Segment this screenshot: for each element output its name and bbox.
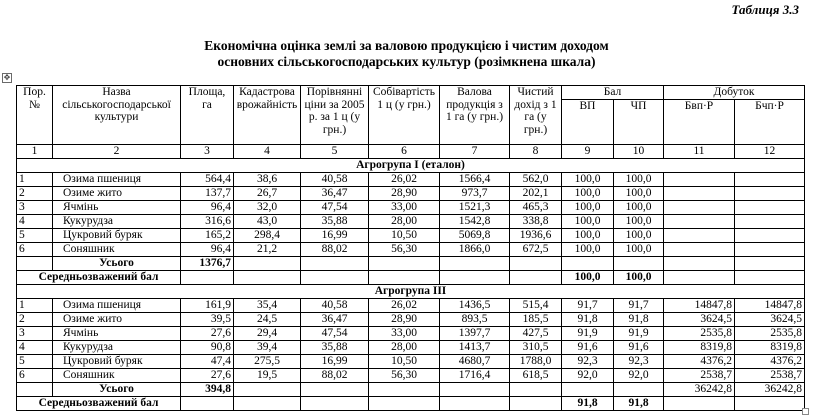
empty-cell <box>664 396 735 410</box>
empty-cell <box>234 256 301 270</box>
empty-cell <box>440 396 510 410</box>
cell-bchp <box>735 186 805 200</box>
table-row <box>17 172 805 186</box>
empty-cell <box>440 270 510 284</box>
cell-net: 1936,6 <box>510 228 562 242</box>
header-score-chp: ЧП <box>614 99 664 144</box>
empty-cell <box>234 270 301 284</box>
column-number: 6 <box>369 144 440 158</box>
empty-cell <box>181 396 234 410</box>
cell-cad: 39,4 <box>234 340 301 354</box>
cell-n: 3 <box>17 200 53 214</box>
cell-vp: 91,7 <box>562 298 614 312</box>
agrogroup-1-rows <box>17 172 805 256</box>
cell-bvp: 4376,2 <box>664 354 735 368</box>
header-prices: Порівнянні ціни за 2005 р. за 1 ц (у грн.) <box>301 86 369 145</box>
cell-gross: 1866,0 <box>440 242 510 256</box>
table-resize-handle[interactable] <box>802 408 809 415</box>
cell-net: 310,5 <box>510 340 562 354</box>
cell-gross: 1521,3 <box>440 200 510 214</box>
cell-net: 515,4 <box>510 298 562 312</box>
column-number: 11 <box>664 144 735 158</box>
header-score: Бал <box>562 86 664 100</box>
cell-bchp <box>735 172 805 186</box>
header-product-bchp: Бчп·Р <box>735 99 805 144</box>
average-vp: 91,8 <box>562 396 614 410</box>
group-heading-agrogroup-3: Агрогрупа ІІІ <box>17 284 805 298</box>
cell-name: Ячмінь <box>53 326 181 340</box>
table-row <box>17 200 805 214</box>
column-number: 1 <box>17 144 53 158</box>
average-chp: 91,8 <box>614 396 664 410</box>
cell-n: 6 <box>17 368 53 382</box>
cell-bchp <box>735 200 805 214</box>
empty-cell <box>369 396 440 410</box>
cell-bchp <box>735 242 805 256</box>
group-heading-agrogroup-1: Агрогрупа І (еталон) <box>17 158 805 172</box>
cell-price: 16,99 <box>301 354 369 368</box>
header-cadastral-yield: Кадастрова врожайність <box>234 86 301 145</box>
cell-n: 1 <box>17 172 53 186</box>
cell-name: Озима пшениця <box>53 172 181 186</box>
cell-name: Цукровий буряк <box>53 354 181 368</box>
header-cost: Собівартість 1 ц (у грн.) <box>369 86 440 145</box>
empty-cell <box>440 256 510 270</box>
cell-cad: 19,5 <box>234 368 301 382</box>
cell-n: 1 <box>17 298 53 312</box>
cell-cost: 28,90 <box>369 312 440 326</box>
cell-name: Ячмінь <box>53 200 181 214</box>
empty-cell <box>735 270 805 284</box>
cell-price: 40,58 <box>301 172 369 186</box>
cell-bvp: 3624,5 <box>664 312 735 326</box>
cell-bvp <box>664 228 735 242</box>
empty-cell <box>234 382 301 396</box>
table-title-line-1: Економічна оцінка землі за валовою продукцією і чистим доходом <box>204 38 609 53</box>
total-area: 394,8 <box>181 382 234 396</box>
table-row <box>17 186 805 200</box>
header-product: Добуток <box>664 86 805 100</box>
cell-vp: 100,0 <box>562 242 614 256</box>
empty-cell <box>181 270 234 284</box>
cell-area: 96,4 <box>181 242 234 256</box>
empty-cell <box>301 270 369 284</box>
cell-cost: 33,00 <box>369 326 440 340</box>
cell-bvp <box>664 186 735 200</box>
column-number: 10 <box>614 144 664 158</box>
cell-vp: 100,0 <box>562 228 614 242</box>
cell-bvp: 14847,8 <box>664 298 735 312</box>
empty-cell <box>369 382 440 396</box>
cell-price: 88,02 <box>301 242 369 256</box>
cell-cad: 275,5 <box>234 354 301 368</box>
total-bchp: 36242,8 <box>735 382 805 396</box>
cell-cost: 28,00 <box>369 340 440 354</box>
cell-vp: 100,0 <box>562 200 614 214</box>
cell-net: 202,1 <box>510 186 562 200</box>
cell-vp: 92,3 <box>562 354 614 368</box>
column-number-row <box>17 144 805 158</box>
cell-gross: 1716,4 <box>440 368 510 382</box>
empty-cell <box>562 382 614 396</box>
empty-cell <box>735 396 805 410</box>
empty-cell <box>735 256 805 270</box>
cell-name: Кукурудза <box>53 214 181 228</box>
cell-area: 564,4 <box>181 172 234 186</box>
table-row <box>17 214 805 228</box>
column-number: 7 <box>440 144 510 158</box>
cell-area: 165,2 <box>181 228 234 242</box>
cell-vp: 91,9 <box>562 326 614 340</box>
empty-cell <box>301 396 369 410</box>
header-area: Площа, га <box>181 86 234 145</box>
cell-gross: 4680,7 <box>440 354 510 368</box>
group-heading-row <box>17 158 805 172</box>
cell-price: 47,54 <box>301 200 369 214</box>
cell-bchp: 3624,5 <box>735 312 805 326</box>
cell-chp: 91,6 <box>614 340 664 354</box>
cell-chp: 100,0 <box>614 172 664 186</box>
cell-name: Озиме жито <box>53 186 181 200</box>
cell-vp: 100,0 <box>562 186 614 200</box>
column-number: 4 <box>234 144 301 158</box>
cell-net: 465,3 <box>510 200 562 214</box>
cell-cad: 32,0 <box>234 200 301 214</box>
cell-net: 427,5 <box>510 326 562 340</box>
cell-area: 96,4 <box>181 200 234 214</box>
empty-cell <box>301 382 369 396</box>
land-evaluation-table <box>16 85 805 411</box>
cell-area: 39,5 <box>181 312 234 326</box>
cell-n: 6 <box>17 242 53 256</box>
cell-bchp: 14847,8 <box>735 298 805 312</box>
cell-price: 88,02 <box>301 368 369 382</box>
agrogroup-3-rows <box>17 298 805 382</box>
cell-name: Соняшник <box>53 242 181 256</box>
cell-chp: 100,0 <box>614 242 664 256</box>
empty-cell <box>510 396 562 410</box>
cell-cost: 28,90 <box>369 186 440 200</box>
cell-net: 338,8 <box>510 214 562 228</box>
cell-vp: 91,8 <box>562 312 614 326</box>
total-label: Усього <box>53 256 181 270</box>
header-crop-name: Назва сільськогосподарської культури <box>53 86 181 145</box>
cell-bvp: 2538,7 <box>664 368 735 382</box>
cell-price: 35,88 <box>301 214 369 228</box>
cell-chp: 100,0 <box>614 186 664 200</box>
cell-name: Озиме жито <box>53 312 181 326</box>
total-bvp: 36242,8 <box>664 382 735 396</box>
group-heading-row <box>17 284 805 298</box>
empty-cell <box>664 256 735 270</box>
table-row <box>17 242 805 256</box>
cell-n: 4 <box>17 214 53 228</box>
cell-bchp: 2535,8 <box>735 326 805 340</box>
cell-n: 2 <box>17 312 53 326</box>
cell-gross: 893,5 <box>440 312 510 326</box>
cell-cost: 33,00 <box>369 200 440 214</box>
empty-cell <box>369 256 440 270</box>
table-row <box>17 312 805 326</box>
cell-bvp <box>664 200 735 214</box>
cell-cost: 26,02 <box>369 172 440 186</box>
cell-bchp: 4376,2 <box>735 354 805 368</box>
cell-net: 618,5 <box>510 368 562 382</box>
table-row-total-group-3 <box>17 382 805 396</box>
cell-cost: 28,00 <box>369 214 440 228</box>
empty-cell <box>510 256 562 270</box>
empty-cell <box>234 396 301 410</box>
cell-gross: 1413,7 <box>440 340 510 354</box>
cell-vp: 100,0 <box>562 214 614 228</box>
cell-area: 161,9 <box>181 298 234 312</box>
cell-bvp <box>664 242 735 256</box>
average-chp: 100,0 <box>614 270 664 284</box>
cell-net: 1788,0 <box>510 354 562 368</box>
cell-area: 47,4 <box>181 354 234 368</box>
cell-chp: 100,0 <box>614 214 664 228</box>
header-gross-output: Валова продукція з 1 га (у грн.) <box>440 86 510 145</box>
cell-bchp <box>735 228 805 242</box>
average-label: Середньозважений бал <box>17 396 181 410</box>
empty-cell <box>614 382 664 396</box>
cell-area: 137,7 <box>181 186 234 200</box>
table-row-total-group-1 <box>17 256 805 270</box>
cell-n: 4 <box>17 340 53 354</box>
cell-chp: 91,9 <box>614 326 664 340</box>
column-number: 2 <box>53 144 181 158</box>
cell-cad: 26,7 <box>234 186 301 200</box>
cell-area: 90,8 <box>181 340 234 354</box>
column-number: 9 <box>562 144 614 158</box>
cell-n: 2 <box>17 186 53 200</box>
cell-net: 185,5 <box>510 312 562 326</box>
cell-area: 316,6 <box>181 214 234 228</box>
empty-cell <box>510 270 562 284</box>
cell-cad: 35,4 <box>234 298 301 312</box>
cell-price: 47,54 <box>301 326 369 340</box>
cell-chp: 91,8 <box>614 312 664 326</box>
cell-n: 3 <box>17 326 53 340</box>
empty-cell <box>510 382 562 396</box>
cell-cad: 29,4 <box>234 326 301 340</box>
cell-area: 27,6 <box>181 326 234 340</box>
cell-cad: 24,5 <box>234 312 301 326</box>
cell-bvp: 2535,8 <box>664 326 735 340</box>
table-row <box>17 340 805 354</box>
cell-cost: 26,02 <box>369 298 440 312</box>
cell-chp: 100,0 <box>614 228 664 242</box>
table-title-line-2: основних сільськогосподарських культур (розімкнена шкала) <box>217 54 596 69</box>
cell-net: 672,5 <box>510 242 562 256</box>
cell-gross: 973,7 <box>440 186 510 200</box>
cell-cad: 38,6 <box>234 172 301 186</box>
column-number: 8 <box>510 144 562 158</box>
cell-cad: 298,4 <box>234 228 301 242</box>
cell-chp: 100,0 <box>614 200 664 214</box>
empty-cell <box>301 256 369 270</box>
cell-bvp <box>664 214 735 228</box>
cell-bvp: 8319,8 <box>664 340 735 354</box>
cell-gross: 1542,8 <box>440 214 510 228</box>
cell-n: 5 <box>17 354 53 368</box>
cell-n: 5 <box>17 228 53 242</box>
cell-price: 40,58 <box>301 298 369 312</box>
cell-gross: 1566,4 <box>440 172 510 186</box>
table-row <box>17 326 805 340</box>
empty-cell <box>17 256 53 270</box>
cell-name: Соняшник <box>53 368 181 382</box>
header-pos: Пор. № <box>17 86 53 145</box>
cell-chp: 92,3 <box>614 354 664 368</box>
table-row <box>17 354 805 368</box>
cell-cost: 10,50 <box>369 354 440 368</box>
header-net-income: Чистий дохід з 1 га (у грн.) <box>510 86 562 145</box>
table-row <box>17 368 805 382</box>
header-score-vp: ВП <box>562 99 614 144</box>
cell-bvp <box>664 172 735 186</box>
cell-net: 562,0 <box>510 172 562 186</box>
total-label: Усього <box>53 382 181 396</box>
cell-cost: 56,30 <box>369 368 440 382</box>
cell-chp: 92,0 <box>614 368 664 382</box>
cell-vp: 100,0 <box>562 172 614 186</box>
cell-price: 16,99 <box>301 228 369 242</box>
table-row-average-group-1 <box>17 270 805 284</box>
cell-chp: 91,7 <box>614 298 664 312</box>
cell-name: Озима пшениця <box>53 298 181 312</box>
table-row <box>17 228 805 242</box>
cell-price: 36,47 <box>301 312 369 326</box>
cell-gross: 1397,7 <box>440 326 510 340</box>
average-vp: 100,0 <box>562 270 614 284</box>
cell-bchp <box>735 214 805 228</box>
average-label: Середньозважений бал <box>17 270 181 284</box>
empty-cell <box>614 256 664 270</box>
cell-cad: 43,0 <box>234 214 301 228</box>
empty-cell <box>562 256 614 270</box>
cell-bchp: 8319,8 <box>735 340 805 354</box>
cell-price: 36,47 <box>301 186 369 200</box>
table-move-handle-icon[interactable]: ✥ <box>3 73 11 82</box>
column-number: 5 <box>301 144 369 158</box>
cell-cad: 21,2 <box>234 242 301 256</box>
cell-cost: 10,50 <box>369 228 440 242</box>
empty-cell <box>17 382 53 396</box>
cell-cost: 56,30 <box>369 242 440 256</box>
table-row <box>17 298 805 312</box>
empty-cell <box>440 382 510 396</box>
cell-gross: 1436,5 <box>440 298 510 312</box>
cell-area: 27,6 <box>181 368 234 382</box>
empty-cell <box>369 270 440 284</box>
cell-bchp: 2538,7 <box>735 368 805 382</box>
empty-cell <box>664 270 735 284</box>
cell-gross: 5069,8 <box>440 228 510 242</box>
cell-name: Цукровий буряк <box>53 228 181 242</box>
total-area: 1376,7 <box>181 256 234 270</box>
column-number: 12 <box>735 144 805 158</box>
cell-price: 35,88 <box>301 340 369 354</box>
cell-name: Кукурудза <box>53 340 181 354</box>
cell-vp: 91,6 <box>562 340 614 354</box>
column-number: 3 <box>181 144 234 158</box>
table-row-average-group-3 <box>17 396 805 410</box>
table-caption: Таблиця 3.3 <box>731 2 799 17</box>
header-product-bvp: Бвп·Р <box>664 99 735 144</box>
cell-vp: 92,0 <box>562 368 614 382</box>
